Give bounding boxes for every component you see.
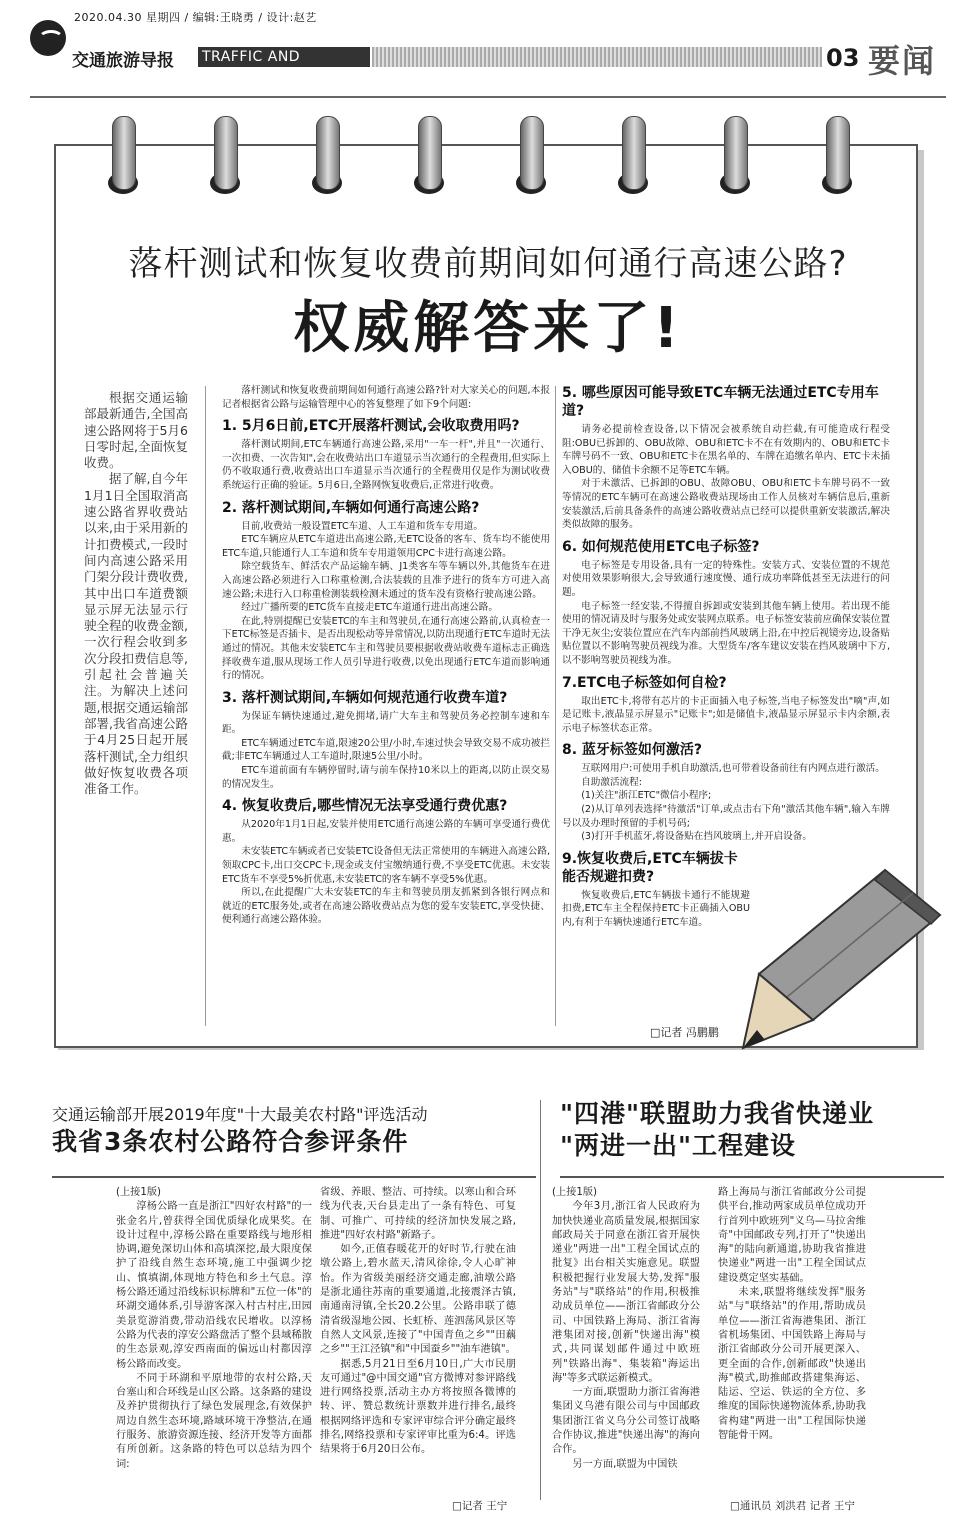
answer-paragraph: 为保证车辆快速通过,避免拥堵,请广大车主和驾驶员务必控制车速和车距。 xyxy=(222,710,550,736)
article-paragraph: 另一方面,联盟为中国铁 xyxy=(572,1458,678,1470)
question-heading: 6. 如何规范使用ETC电子标签? xyxy=(562,538,760,555)
answer-paragraph: 对于未激活、已拆卸的OBU、故障OBU、OBU和ETC卡车牌号码不一致等情况的ETC车辆可在高速公路收费站现场由工作人员核对车辆信息后,重新安装激活,后前具备条件的高速公路收费站点已经可以提供重新安装激活,解决类似故障的服务。 xyxy=(562,478,890,531)
answer-paragraph: 经过广播所要的ETC货车直接走ETC车道通行进出高速公路。 xyxy=(241,602,498,614)
question-heading: 5. 哪些原因可能导致ETC车辆无法通过ETC专用车道? xyxy=(562,385,879,419)
article-paragraph: 今年3月,浙江省人民政府为加快快递业高质量发展,根据国家邮政局关于同意在浙江省开展快递业"两进一出"工程全国试点的批复》出台相关实施意见。联盟积极把握行业发展大势,发挥"服务站"与"联络站"的作用,积极推动成员单位——浙江省邮政分公司、中国铁路上海局、浙江省海港集团对接,创新"快递出海"模式,共同谋划邮件通过中欧班列"铁路出海"、集装箱"海运出海"等多式联运新模式。 xyxy=(552,1201,700,1384)
binder-ring-icon xyxy=(412,116,446,206)
article-left-title: 我省3条农村公路符合参评条件 xyxy=(52,1127,409,1156)
article-divider xyxy=(560,1176,944,1178)
answer-paragraph: 电子标签一经安装,不得擅自拆卸或安装到其他车辆上使用。若出现不能使用的情况请及时与服务处或安装网点联系。电子标签安装前应确保安装位置干净无灰尘;安装位置应在汽车内部前挡风玻璃上沿,在中控后视镜旁边,设备贴贴位置以不影响驾驶员视线为准。大型货车/客车建议安装在挡风玻璃中下方,以不影响驾驶员视线为准。 xyxy=(562,600,890,666)
article-paragraph: 淳杨公路一直是浙江"四好农村路"的一张金名片,曾获得全国优质绿化成果奖。在设计过程中,淳杨公路在重要路线与地形相协调,避免深切山体和高填深挖,最大限度保护了沿线自然生态环境,施工中强调少挖山、慎填湖,体现地方特色和乡土气息。淳杨公路还通过沿线标识标牌和"五位一体"的环湖交通体系,引导游客深入村古村庄,田园美景览游消费,带动沿线农民增收。以淳杨公路为代表的淳安公路盘活了整个县域稀散的生态景观,淳安西南面的偏远山村都因淳杨公路而改变。 xyxy=(116,1201,312,1370)
page-number: 03 xyxy=(826,44,860,72)
article-left-column xyxy=(320,1186,516,1458)
paper-name: 交通旅游导报 xyxy=(72,51,174,71)
answer-paragraph: ETC车辆通过ETC车道,限速20公里/小时,车速过快会导致交易不成功被拦截;非ETC车辆通过人工车道时,限速5公里/小时。 xyxy=(222,737,550,763)
answer-paragraph: 从2020年1月1日起,安装并使用ETC通行高速公路的车辆可享受通行费优惠。 xyxy=(222,819,550,844)
article-paragraph: 不同于环湖和平原地带的农村公路,天台塞山和合环线是山区公路。这条路的建设及养护贯彻执行了绿色发展理念,有效保护周边自然生态环境,路域环境干净整洁,在通行服务、旅游资源连接、经济开发等方面都有所创新。这条路的特色可以总结为四个词: xyxy=(116,1372,312,1470)
answer-paragraph: ETC车道前面有车辆停留时,请与前车保持10米以上的距离,以防止误交易的情况发生。 xyxy=(222,765,550,790)
masthead-date-line: 2020.04.30 星期四 / 编辑:王晓勇 / 设计:赵艺 xyxy=(74,11,317,24)
section-name: 要闻 xyxy=(868,42,937,80)
binder-ring-icon xyxy=(106,116,140,206)
answer-paragraph: 所以,在此提醒广大未安装ETC的车主和驾驶员朋友抓紧到各银行网点和就近的ETC服务处,或者在高速公路收费站点为您的爱车安装ETC,享受快捷、便利通行高速公路体验。 xyxy=(222,887,550,926)
answer-paragraph: (1)关注"浙江ETC"微信小程序; xyxy=(581,790,712,802)
question-heading: 4. 恢复收费后,哪些情况无法享受通行费优惠? xyxy=(222,798,508,815)
paper-name-en: TRAFFIC AND TRAVELLING xyxy=(198,47,370,67)
answer-paragraph: 自助激活流程: xyxy=(581,776,642,788)
answer-paragraph: 在此,特别提醒已安装ETC的车主和驾驶员,在通行高速公路前,认真检查一下ETC标签是否插卡、是否出现松动等异常情况,以防出现通行ETC车道时无法通过的情况。其他未安装ETC车主和驾驶员要根据收费站收费车道标志正确选择收费车道,服从现场工作人员引导进行收费,以免出现通行ETC车道而影响通行的情况。 xyxy=(222,615,550,682)
binder-ring-icon xyxy=(718,116,752,206)
article-right-column xyxy=(718,1186,866,1443)
answer-paragraph: (2)从订单列表选择"待激活"订单,或点击右下角"激活其他车辆",输入车牌号以及办理时预留的手机号码; xyxy=(562,804,890,829)
article-vertical-divider xyxy=(540,1100,541,1500)
question-heading: 2. 落杆测试期间,车辆如何通行高速公路? xyxy=(222,499,480,516)
feature-lead: 落杆测试和恢复收费前期间如何通行高速公路?针对大家关心的问题,本报记者根据省公路与运输管理中心的答复整理了如下9个问题: xyxy=(222,385,550,410)
answer-paragraph: 除空载货车、鲜活农产品运输车辆、J1类客车等车辆以外,其他货车在进入高速公路必须进行入口称重检测,合法装载的且准予进行的货车方可进入高速公路;未进行入口称重检测装载检测未通过的货车没有资格行驶高速公路。 xyxy=(222,561,550,600)
intro-paragraph: 根据交通运输部最新通告,全国高速公路网将于5月6日零时起,全面恢复收费。 xyxy=(84,390,188,471)
article-right-title xyxy=(560,1098,874,1162)
article-right-column xyxy=(552,1186,700,1472)
continued-note: (上接1版) xyxy=(116,1187,161,1198)
qa-narrow-block xyxy=(562,850,750,930)
article-right-title-line: "两进一出"工程建设 xyxy=(560,1131,797,1160)
masthead-divider xyxy=(30,96,946,98)
answer-paragraph: 目前,收费站一般设置ETC车道、人工车道和货车专用道。 xyxy=(241,520,483,532)
continued-note: (上接1版) xyxy=(552,1187,597,1198)
binder-ring-icon xyxy=(310,116,344,206)
masthead-band xyxy=(372,47,822,67)
question-heading: 8. 蓝牙标签如何激活? xyxy=(562,742,703,759)
question-heading: 7.ETC电子标签如何自检? xyxy=(562,674,727,691)
intro-paragraph: 据了解,自今年1月1日全国取消高速公路省界收费站以来,由于采用新的计扣费模式,一段时间内高速公路采用门架分段计费收费,其中出口车道费额显示屏无法显示行驶全程的收费金额,一次行程会收到多次分段扣费信息等,引起社会普遍关注。为解决上述问题,根据交通运输部部署,我省高速公路于4月25日起开展落杆测试,全力组织做好恢复收费各项准备工作。 xyxy=(84,471,188,797)
binder-ring-icon xyxy=(208,116,242,206)
question-heading: 3. 落杆测试期间,车辆如何规范通行收费车道? xyxy=(222,689,508,706)
article-paragraph: 路上海局与浙江省邮政分公司提供平台,推动两家成员单位成功开行首列中欧班列"义乌—马拉舍维奇"中国邮政专列,打开了"快递出海"的陆向新通道,协助我省推进快递业"两进一出"工程全国试点建设奠定坚实基础。 xyxy=(718,1187,866,1284)
article-paragraph: 一方面,联盟助力浙江省海港集团义乌港有限公司与中国邮政集团浙江省义乌分公司签订战略合作协议,推进"快递出海"的海向合作。 xyxy=(552,1387,700,1456)
answer-paragraph: 取出ETC卡,将带有芯片的卡正面插入电子标签,当电子标签发出"嘀"声,如是记账卡,液晶显示屏显示"记账卡";如是储值卡,液晶显示屏显示卡内余额,表示电子标签状态正常。 xyxy=(562,695,890,734)
article-left-pretitle: 交通运输部开展2019年度"十大最美农村路"评选活动 xyxy=(52,1105,428,1124)
pencil-icon xyxy=(735,860,955,1060)
feature-subtitle: 权威解答来了! xyxy=(293,296,683,361)
binder-ring-icon xyxy=(514,116,548,206)
article-paragraph: 未来,联盟将继续发挥"服务站"与"联络站"的作用,帮助成员单位——浙江省海港集团、浙江省机场集团、中国铁路上海局与浙江省邮政分公司开展更深入、更全面的合作,创新邮政"快递出海"模式,助推邮政搭建集海运、陆运、空运、铁运的全方位、多维度的国际快递物流体系,协助我省构建"两进一出"工程国际快递智能骨干网。 xyxy=(718,1287,866,1442)
paper-logo-icon xyxy=(30,20,66,56)
answer-paragraph: 互联网用户:可使用手机自助激活,也可带着设备前往有内网点进行激活。 xyxy=(581,763,885,775)
answer-paragraph: 恢复收费后,ETC车辆拔卡通行不能规避扣费,ETC车主全程保持ETC卡正确插入OBU内,有利于车辆快速通行ETC车道。 xyxy=(562,889,750,929)
article-paragraph: 省级、养眼、整洁、可持续。以寒山和合环线为代表,天台县走出了一条有特色、可复制、可推广、可持续的经济加快发展之路,推进"四好农村路"新路子。 xyxy=(320,1187,516,1241)
article-paragraph: 如今,正值春暖花开的好时节,行驶在油墩公路上,碧水蓝天,清风徐徐,令人心旷神怡。作为省级美丽经济交通走廊,油墩公路是浙北通往苏南的重要通道,北接震泽古镇,南通南浔镇,全长20.2公里。公路串联了德清省级湿地公园、长虹桥、莲泗荡风景区等自然人文风景,连接了"中国青鱼之乡""田藕之乡""王江泾镇"和"中国蚕乡""油车港镇"。 xyxy=(320,1244,516,1356)
feature-credit: □记者 冯鹏鹏 xyxy=(650,1026,719,1039)
feature-title: 落杆测试和恢复收费前期间如何通行高速公路? xyxy=(128,244,848,284)
question-heading: 1. 5月6日前,ETC开展落杆测试,会收取费用吗? xyxy=(222,418,520,435)
answer-paragraph: 未安装ETC车辆或者已安装ETC设备但无法正常使用的车辆进入高速公路,领取CPC卡,出口交CPC卡,现金或支付宝缴纳通行费,不享受ETC优惠。未安装ETC货车不享受5%折优惠,未安装ETC的客车辆不享受5%优惠。 xyxy=(222,846,550,885)
article-left-column xyxy=(116,1186,312,1472)
answer-paragraph: (3)打开手机蓝牙,将设备贴在挡风玻璃上,并开启设备。 xyxy=(581,831,812,843)
qa-column-left xyxy=(222,384,550,1028)
answer-paragraph: ETC车辆应从ETC车道进出高速公路,无ETC设备的客车、货车均不能使用ETC车道,只能通行人工车道和货车专用道领用CPC卡进行高速公路。 xyxy=(222,534,550,559)
answer-paragraph: 落杆测试期间,ETC车辆通行高速公路,采用"一车一杆",并且"一次通行、一次扣费、一次告知",会在收费站出口车道显示当次通行的全程费用,但实际上仍不收取通行费,收费站出口车道显示当次通行的全程费用仅是作为测试收费系统运行正确的验证。5月6日,全路网恢复收费后,正常进行收费。 xyxy=(222,439,550,491)
answer-paragraph: 电子标签是专用设备,具有一定的特殊性。安装方式、安装位置的不规范对使用效果影响很大,会导致通行速度慢、通行成功率降低甚至无法进行的问题。 xyxy=(562,559,890,598)
binder-ring-icon xyxy=(616,116,650,206)
column-divider xyxy=(205,386,206,1026)
column-divider xyxy=(555,386,556,1026)
article-left-credit: □记者 王宁 xyxy=(452,1500,508,1512)
binder-ring-icon xyxy=(820,116,854,206)
article-paragraph: 据悉,5月21日至6月10日,广大市民朋友可通过"@中国交通"官方微博对参评路线进行网络投票,活动主办方将按照各微博的转、评、赞总数统计票数并进行排名,最终根据网络评选和专家评审综合评分确定最终排名,网络投票和专家评审比重为6:4。评选结果将于6月20日公布。 xyxy=(320,1358,516,1456)
feature-intro xyxy=(84,390,188,797)
question-heading: 9.恢复收费后,ETC车辆拔卡能否规避扣费? xyxy=(562,850,738,885)
article-right-credit: □通讯员 刘洪君 记者 王宁 xyxy=(730,1500,855,1512)
article-right-title-line: "四港"联盟助力我省快递业 xyxy=(560,1099,875,1128)
article-divider xyxy=(52,1176,536,1178)
answer-paragraph: 请务必提前检查设备,以下情况会被系统自动拦截,有可能造成行程受阻:OBU已拆卸的、OBU故障、OBU和ETC卡不在有效期内的、OBU和ETC卡车牌号码不一致、OBU和ETC卡在黑名单的、车牌在追缴名单内、ETC卡未插入OBU的、储值卡余额不足等ETC车辆。 xyxy=(562,424,890,476)
